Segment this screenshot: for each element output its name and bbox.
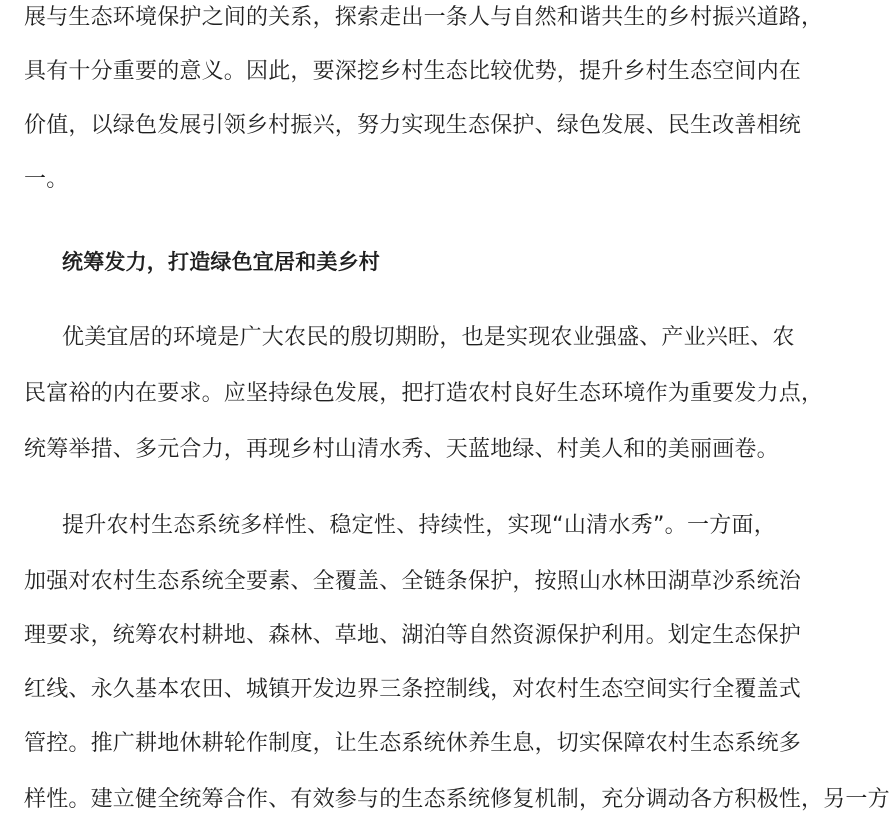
paragraph-3-line-partial: 样性。建立健全统筹合作、有效参与的生态系统修复机制，充分调动各方积极性，另一方 <box>24 787 890 812</box>
paragraph-3-line: 提升农村生态系统多样性、稳定性、持续性，实现“山清水秀”。一方面， <box>62 513 776 538</box>
paragraph-intro-line: 展与生态环境保护之间的关系，探索走出一条人与自然和谐共生的乡村振兴道路， <box>24 5 824 30</box>
paragraph-intro-line: 一。 <box>24 167 69 192</box>
paragraph-2-line: 优美宜居的环境是广大农民的殷切期盼，也是实现农业强盛、产业兴旺、农 <box>62 325 795 350</box>
section-heading: 统筹发力，打造绿色宜居和美乡村 <box>62 250 380 274</box>
paragraph-3-line: 理要求，统筹农村耕地、森林、草地、湖泊等自然资源保护利用。划定生态保护 <box>24 623 802 648</box>
paragraph-3-line: 加强对农村生态系统全要素、全覆盖、全链条保护，按照山水林田湖草沙系统治 <box>24 569 802 594</box>
paragraph-intro-line: 价值，以绿色发展引领乡村振兴，努力实现生态保护、绿色发展、民生改善相统 <box>24 113 802 138</box>
paragraph-intro-line: 具有十分重要的意义。因此，要深挖乡村生态比较优势，提升乡村生态空间内在 <box>24 59 802 84</box>
paragraph-3-line: 管控。推广耕地休耕轮作制度，让生态系统休养生息，切实保障农村生态系统多 <box>24 731 802 756</box>
paragraph-3-line: 红线、永久基本农田、城镇开发边界三条控制线，对农村生态空间实行全覆盖式 <box>24 677 802 702</box>
paragraph-2-line: 民富裕的内在要求。应坚持绿色发展，把打造农村良好生态环境作为重要发力点， <box>24 381 824 406</box>
paragraph-2-line: 统筹举措、多元合力，再现乡村山清水秀、天蓝地绿、村美人和的美丽画卷。 <box>24 437 779 462</box>
